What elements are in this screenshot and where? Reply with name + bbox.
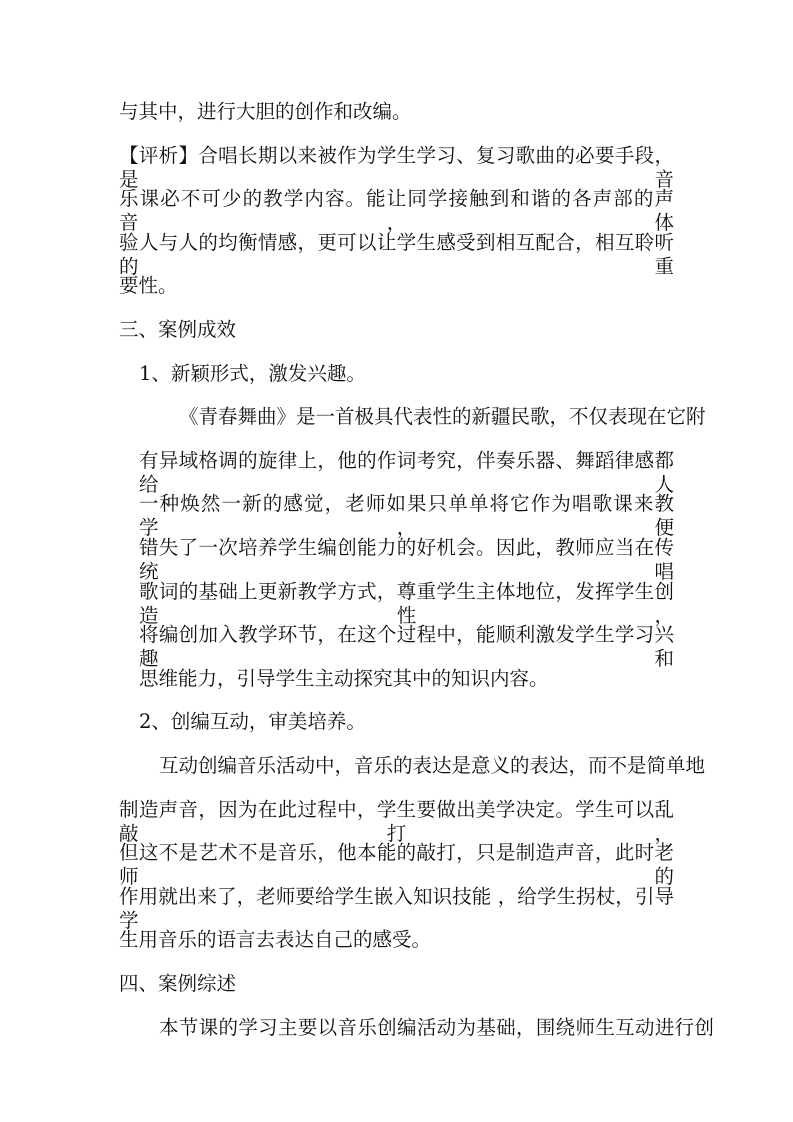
commentary-line-2: 乐课必不可少的教学内容。能让同学接触到和谐的各声部的声音，体 [119,187,674,234]
body2-line-3: 但这不是艺术不是音乐，他本能的敲打，只是制造声音，此时老师的 [119,841,674,888]
section-heading-3: 三、案例成效 [119,318,237,341]
body2-line-2: 制造声音，因为在此过程中，学生要做出美学决定。学生可以乱敲打， [119,798,674,845]
body-line-2: 有异域格调的旋律上，他的作词考究，伴奏乐器、舞蹈律感都给人 [139,449,674,496]
body-line-4: 错失了一次培养学生编创能力的好机会。因此，教师应当在传统唱 [139,536,674,583]
commentary-line-4: 要性。 [119,274,178,297]
body-line-7: 思维能力，引导学生主动探究其中的知识内容。 [139,667,549,690]
body-line-3: 一种焕然一新的感觉，老师如果只单单将它作为唱歌课来教学，便 [139,492,674,539]
body2-line-1: 互动创编音乐活动中，音乐的表达是意义的表达，而不是简单地 [159,754,706,777]
body-line-5: 歌词的基础上更新教学方式，尊重学生主体地位，发挥学生创造性， [139,580,674,627]
subheading-2: 2、创编互动，审美培养。 [139,710,366,733]
body2-line-4: 作用就出来了，老师要给学生嵌入知识技能 ，给学生拐杖，引导学 [119,885,674,932]
commentary-line-3: 验人与人的均衡情感，更可以让学生感受到相互配合，相互聆听的重 [119,231,674,278]
body2-line-5: 生用音乐的语言去表达自己的感受。 [119,928,432,951]
summary-line-1: 本节课的学习主要以音乐创编活动为基础，围绕师生互动进行创 [159,1016,714,1039]
paragraph-line-continuation: 与其中，进行大胆的创作和改编。 [119,100,412,123]
subheading-1: 1、新颖形式，激发兴趣。 [139,362,366,385]
body-line-6: 将编创加入教学环节，在这个过程中，能顺利激发学生学习兴趣和 [139,623,674,670]
body-line-1: 《青春舞曲》是一首极具代表性的新疆民歌，不仅表现在它附 [179,405,706,428]
commentary-line-1: 【评析】合唱长期以来被作为学生学习、复习歌曲的必要手段，是音 [119,144,674,191]
section-heading-4: 四、案例综述 [119,972,237,995]
